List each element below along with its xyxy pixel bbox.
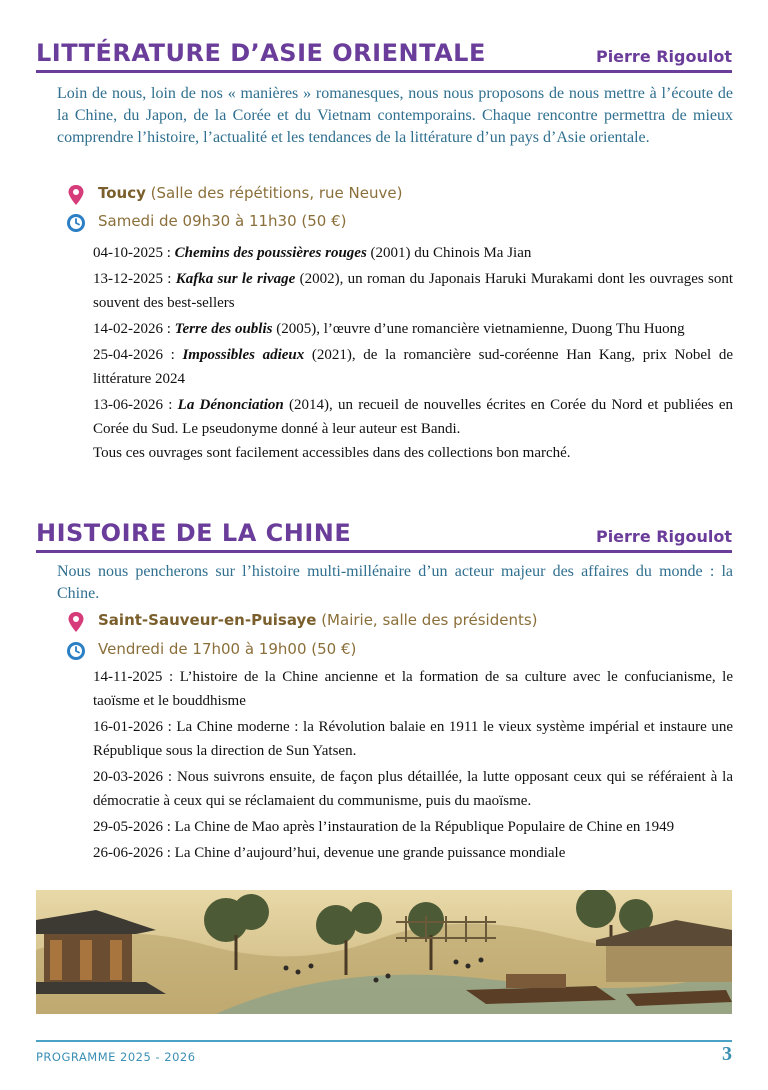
session-entry [93,841,733,865]
session-entry [93,241,733,265]
location-name: Toucy [98,184,146,202]
session-date: 16-01-2026 : [93,719,177,735]
session-description: L’histoire de la Chine ancienne et la formation de sa culture avec le confucianisme, le taoïsme et le bouddhisme [93,669,733,709]
session-description: (2001) du Chinois Ma Jian [366,245,532,261]
section-author: Pierre Rigoulot [595,47,732,66]
session-date: 14-11-2025 : [93,669,180,685]
session-entry [93,715,733,763]
session-entry [93,765,733,813]
session-date: 29-05-2026 : [93,819,175,835]
section-title: LITTÉRATURE D’ASIE ORIENTALE [36,39,486,67]
section-title: HISTOIRE DE LA CHINE [36,519,352,547]
clock-icon [66,640,86,662]
session-description: (2002), un roman du Japonais Haruki Murakami dont les ouvrages sont souvent des best-sellers [93,271,733,311]
book-title: Kafka sur le rivage [175,271,296,287]
location-text [98,611,538,629]
section-author: Pierre Rigoulot [595,527,732,546]
session-entry [93,343,733,391]
map-pin-icon [66,184,86,206]
session-description: La Chine de Mao après l’instauration de la République Populaire de Chine en 1949 [174,819,675,835]
book-title: Impossibles adieux [182,347,305,363]
session-entry [93,393,733,441]
session-description: (2021), de la romancière sud-coréenne Han Kang, prix Nobel de littérature 2024 [93,347,733,387]
session-entry [93,815,733,839]
session-list [93,665,733,867]
footer-rule [36,1040,732,1042]
schedule-text: Vendredi de 17h00 à 19h00 (50 €) [98,640,357,658]
session-date: 04-10-2025 : [93,245,175,261]
session-date: 26-06-2026 : [93,845,175,861]
session-entry [93,317,733,341]
location-detail: (Salle des répétitions, rue Neuve) [145,184,403,202]
session-date: 13-06-2026 : [93,397,178,413]
session-description: La Chine d’aujourd’hui, devenue une grande puissance mondiale [174,845,566,861]
chinese-painting-banner [36,890,732,1014]
map-pin-icon [66,611,86,633]
session-list [93,241,733,467]
page-number: 3 [722,1043,732,1065]
clock-icon [66,212,86,234]
footer-program: PROGRAMME 2025 - 2026 [36,1050,196,1064]
section-header-literature [36,36,732,73]
schedule-line [66,639,726,661]
location-text [98,184,402,202]
book-title: La Dénonciation [177,397,284,413]
session-date: 20-03-2026 : [93,769,177,785]
book-title: Chemins des poussières rouges [174,245,367,261]
closing-note: Tous ces ouvrages sont facilement accessibles dans des collections bon marché. [93,445,571,461]
schedule-text: Samedi de 09h30 à 11h30 (50 €) [98,212,347,230]
section-header-history [36,516,732,553]
location-detail: (Mairie, salle des présidents) [316,611,538,629]
session-description: La Chine moderne : la Révolution balaie en 1911 le vieux système impérial et instaure une République sous la direction de Sun Yatsen. [93,719,733,759]
location-line [66,183,726,205]
section-intro: Nous nous pencherons sur l’histoire multi-millénaire d’un acteur majeur des affaires du monde : la Chine. [57,563,733,602]
session-entry [93,267,733,315]
session-date: 25-04-2026 : [93,347,183,363]
session-description: (2005), l’œuvre d’une romancière vietnamienne, Duong Thu Huong [272,321,685,337]
session-description: (2014), un recueil de nouvelles écrites en Corée du Nord et publiées en Corée du Sud. Le pseudonyme donné à leur auteur est Bandi. [93,397,733,437]
schedule-line [66,211,726,233]
session-entry [93,665,733,713]
session-date: 13-12-2025 : [93,271,176,287]
section-intro: Loin de nous, loin de nos « manières » romanesques, nous nous proposons de nous mettre à l’écoute de la Chine, du Japon, de la Corée et du Vietnam contemporains. Chaque rencontre permettra de mieux comprendre l’histoire, l’actualité et les tendances de la littérature d’un pays d’Asie orientale. [57,85,733,146]
book-title: Terre des oublis [174,321,273,337]
location-line [66,610,726,632]
location-name: Saint-Sauveur-en-Puisaye [98,611,317,629]
session-description: Nous suivrons ensuite, de façon plus détaillée, la lutte opposant ceux qui se référaient à la démocratie à ceux qui se réclamaient du communisme, puis du maoïsme. [93,769,733,809]
session-date: 14-02-2026 : [93,321,175,337]
